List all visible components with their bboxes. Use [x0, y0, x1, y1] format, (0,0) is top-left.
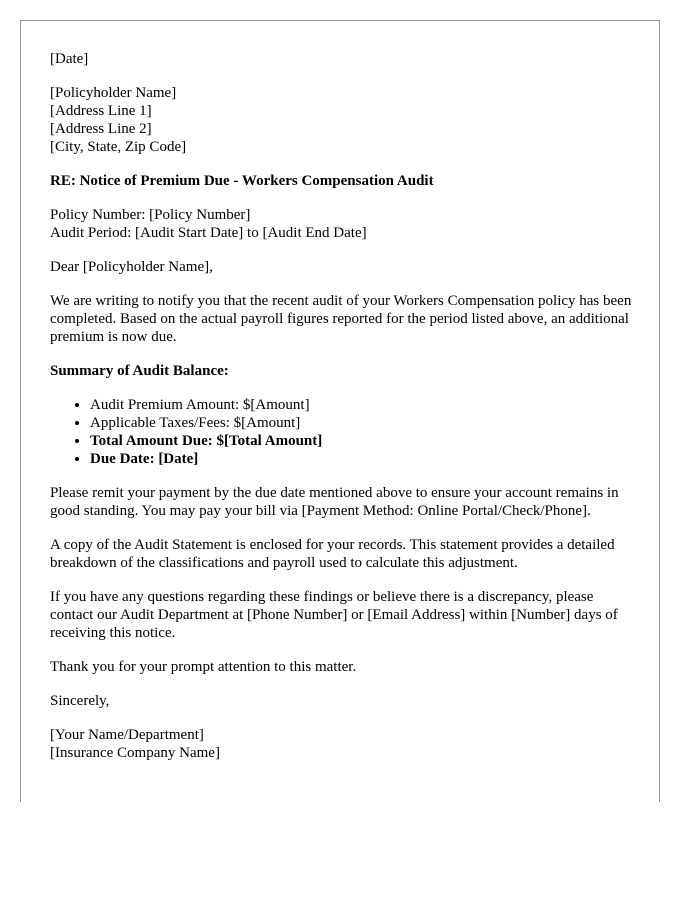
signature-company: [Insurance Company Name] [50, 745, 220, 761]
policy-details-block [50, 206, 635, 242]
policy-number: Policy Number: [Policy Number] [50, 207, 251, 223]
intro-paragraph: We are writing to notify you that the recent audit of your Workers Compensation policy has been completed. Based on the actual payroll figures reported for the period listed above, an additional premium is now due. [50, 293, 632, 345]
signature-name-department: [Your Name/Department] [50, 727, 204, 743]
summary-heading: Summary of Audit Balance: [50, 363, 229, 379]
questions-paragraph: If you have any questions regarding these findings or believe there is a discrepancy, please contact our Audit Department at [Phone Number] or [Email Address] within [Number] days of receiving this notice. [50, 589, 618, 641]
summary-item-total-due: • Total Amount Due: $[Total Amount] [90, 432, 635, 450]
statement-paragraph: A copy of the Audit Statement is enclosed for your records. This statement provides a detailed breakdown of the classifications and payroll used to calculate this adjustment. [50, 537, 615, 571]
signature-block [50, 726, 635, 762]
letter-date: [Date] [50, 51, 89, 67]
recipient-name: [Policyholder Name] [50, 85, 177, 101]
summary-list [50, 396, 635, 468]
recipient-address-line-1: [Address Line 1] [50, 103, 152, 119]
recipient-address-line-2: [Address Line 2] [50, 121, 152, 137]
thanks-line: Thank you for your prompt attention to this matter. [50, 659, 357, 675]
letter-page [20, 20, 660, 802]
salutation: Dear [Policyholder Name], [50, 259, 213, 275]
letter-body [50, 50, 635, 778]
recipient-address-block [50, 84, 635, 156]
recipient-city-state-zip: [City, State, Zip Code] [50, 139, 187, 155]
payment-paragraph: Please remit your payment by the due date mentioned above to ensure your account remains in good standing. You may pay your bill via [Payment Method: Online Portal/Check/Phone]. [50, 485, 619, 519]
audit-period: Audit Period: [Audit Start Date] to [Audit End Date] [50, 225, 367, 241]
closing: Sincerely, [50, 693, 110, 709]
letter-subject: RE: Notice of Premium Due - Workers Compensation Audit [50, 173, 434, 189]
summary-item-taxes-fees: • Applicable Taxes/Fees: $[Amount] [90, 414, 635, 432]
summary-item-audit-premium: • Audit Premium Amount: $[Amount] [90, 396, 635, 414]
summary-item-due-date: • Due Date: [Date] [90, 450, 635, 468]
